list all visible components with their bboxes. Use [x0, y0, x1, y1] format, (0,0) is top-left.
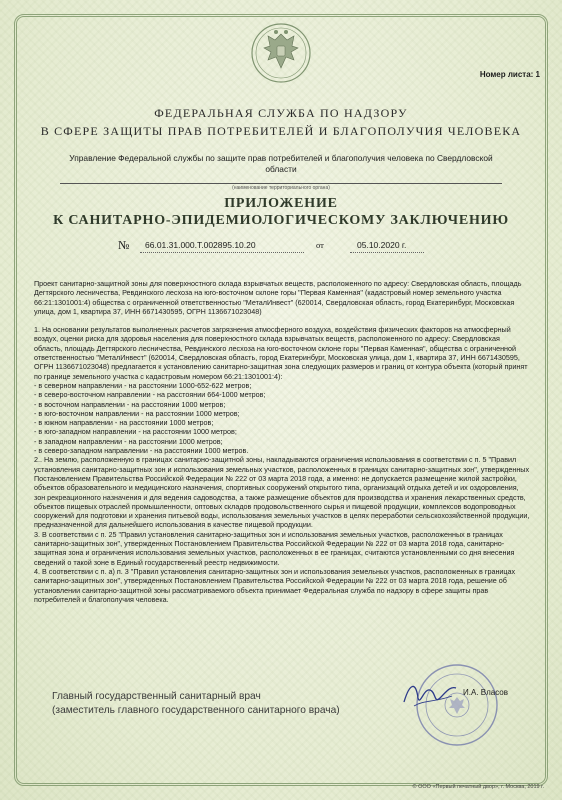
paragraph-2: 2.. На землю, расположенную в границах санитарно-защитной зоны, накладываются ограничения использования в соответствии с п. 5 "Правил установления санитарно-защитных зон и использования земельных участков, расположенных в границах санитарно-защитных зон", утвержденных Постановлением Правительства Российской Федерации № 222 от 03 марта 2018 года, а именно: не допускается размещение жилой застройки, объектов образовательного и медицинского назначения, спортивных сооружений открытого типа, организаций отдыха детей и их оздоровления, зон рекреационного назначения и для ведения садоводства, а также размещение объектов для производства и хранения лекарственных средств, объектов пищевых отраслей промышленности, оптовых складов продовольственного сырья и пищевой продукции, комплексов водопроводных сооружений для подготовки и хранения питьевой воды, использования земельных участков в целях переработки сельскохозяйственной продукции, предназначенной для дальнейшего использования в качестве пищевой продукции.: [34, 455, 530, 530]
conclusion-number-line: [0, 240, 562, 254]
printer-footer: © ООО «Первый печатный двор», г. Москва, 2019 г.: [412, 784, 544, 790]
direction-item: - в юго-западном направлении - на расстоянии 1000 метров;: [34, 427, 237, 437]
agency-name-line1: ФЕДЕРАЛЬНАЯ СЛУЖБА ПО НАДЗОРУ: [154, 106, 408, 120]
handwritten-signature: [400, 676, 460, 712]
document-body: [34, 279, 530, 604]
appendix-subtitle: К САНИТАРНО-ЭПИДЕМИОЛОГИЧЕСКОМУ ЗАКЛЮЧЕНИЮ: [53, 213, 509, 228]
paragraph-4: 4. В соответствии с п. а) п. 3 "Правил установления санитарно-защитных зон и использования земельных участков, расположенных в границах санитарно-защитных зон", утвержденных Постановлением Правительства Российской Федерации № 222 от 03 марта 2018 года, решение об установлении санитарно-защитной зоны рассматриваемого объекта принимает Федеральная служба по надзору в сфере защиты прав потребителей и благополучия человека.: [34, 566, 516, 604]
signature-block: [52, 690, 340, 718]
signer-name: И.А. Власов: [463, 688, 508, 697]
date-underline: [350, 252, 424, 253]
coat-of-arms-emblem: [246, 22, 316, 84]
number-underline: [140, 252, 304, 253]
department-caption: (наименование территориального органа): [232, 185, 330, 191]
territorial-department: Управление Федеральной службы по защите прав потребителей и благополучия человека по Свердловской области: [69, 153, 493, 174]
conclusion-date: 05.10.2020 г.: [357, 240, 407, 250]
signatory-title-note: (заместитель главного государственного санитарного врача): [52, 705, 340, 716]
direction-item: - в западном направлении - на расстоянии 1000 метров;: [34, 436, 223, 446]
direction-item: - в северном направлении - на расстоянии 1000-652-622 метров;: [34, 380, 252, 390]
direction-item: - в южном направлении - на расстоянии 1000 метров;: [34, 418, 214, 428]
paragraph-3: 3. В соответствии с п. 25 "Правил установления санитарно-защитных зон и использования земельных участков, расположенных в границах санитарно-защитных зон", утвержденных Постановлением Правительства Российской Федерации № 222 от 03 марта 2018 года, санитарно-защитная зона и ограничения использования земельных участков, расположенных в ее границах, считаются установленными со дня внесения сведений о такой зоне в Единый государственный реестр недвижимости.: [34, 529, 515, 567]
agency-name-line2: В СФЕРЕ ЗАЩИТЫ ПРАВ ПОТРЕБИТЕЛЕЙ И БЛАГОПОЛУЧИЯ ЧЕЛОВЕКА: [40, 124, 522, 138]
number-sign: №: [118, 238, 130, 252]
paragraph-1: 1. На основании результатов выполненных расчетов загрязнения атмосферного воздуха, воздействия физических факторов на атмосферный воздух, оценки риска для здоровья населения для поверхностного склада взрывчатых веществ, расположенного по адресу: Свердловская область, площадь Дегтярского лесничества, Ревдинского лесхоза на юго-восточном склоне горы "Первая Каменная", общества с ограниченной ответственностью "МеталИнвест" (620014, Свердловская область, город Екатеринбург, Московская улица, дом 1, квартира 37, ИНН 6671430595, ОГРН 1136671023048) предлагается к установлению санитарно-защитная зона следующих размеров и границ от контура объекта (который принят по границе земельного участка с кадастровым номером 66:21:1301001:4):: [34, 325, 528, 381]
direction-item: - в восточном направлении - на расстоянии 1000 метров;: [34, 399, 226, 409]
signatory-title: Главный государственный санитарный врач: [52, 691, 261, 702]
from-label: от: [316, 240, 324, 250]
direction-item: - в северо-восточном направлении - на расстоянии 664-1000 метров;: [34, 390, 266, 400]
department-underline: [60, 183, 502, 184]
intro-paragraph: Проект санитарно-защитной зоны для поверхностного склада взрывчатых веществ, расположенного по адресу: Свердловская область, площадь Дегтярского лесничества, Ревдинского лесхоза на юго-восточном склоне горы "Первая Каменная" (кадастровый номер земельного участка 66:21:1301001:4) общества с ограниченной ответственностью "МеталИнвест" (620014, Свердловская область, город Екатеринбург, Московская улица, дом 1, квартира 37, ИНН 6671430595, ОГРН 1136671023048): [34, 279, 522, 316]
direction-item: - в северо-западном направлении - на расстоянии 1000 метров.: [34, 446, 249, 456]
sheet-number: Номер листа: 1: [479, 70, 540, 79]
conclusion-number: 66.01.31.000.Т.002895.10.20: [145, 240, 256, 250]
direction-item: - в юго-восточном направлении - на расстоянии 1000 метров;: [34, 408, 240, 418]
appendix-title: ПРИЛОЖЕНИЕ: [224, 196, 338, 211]
